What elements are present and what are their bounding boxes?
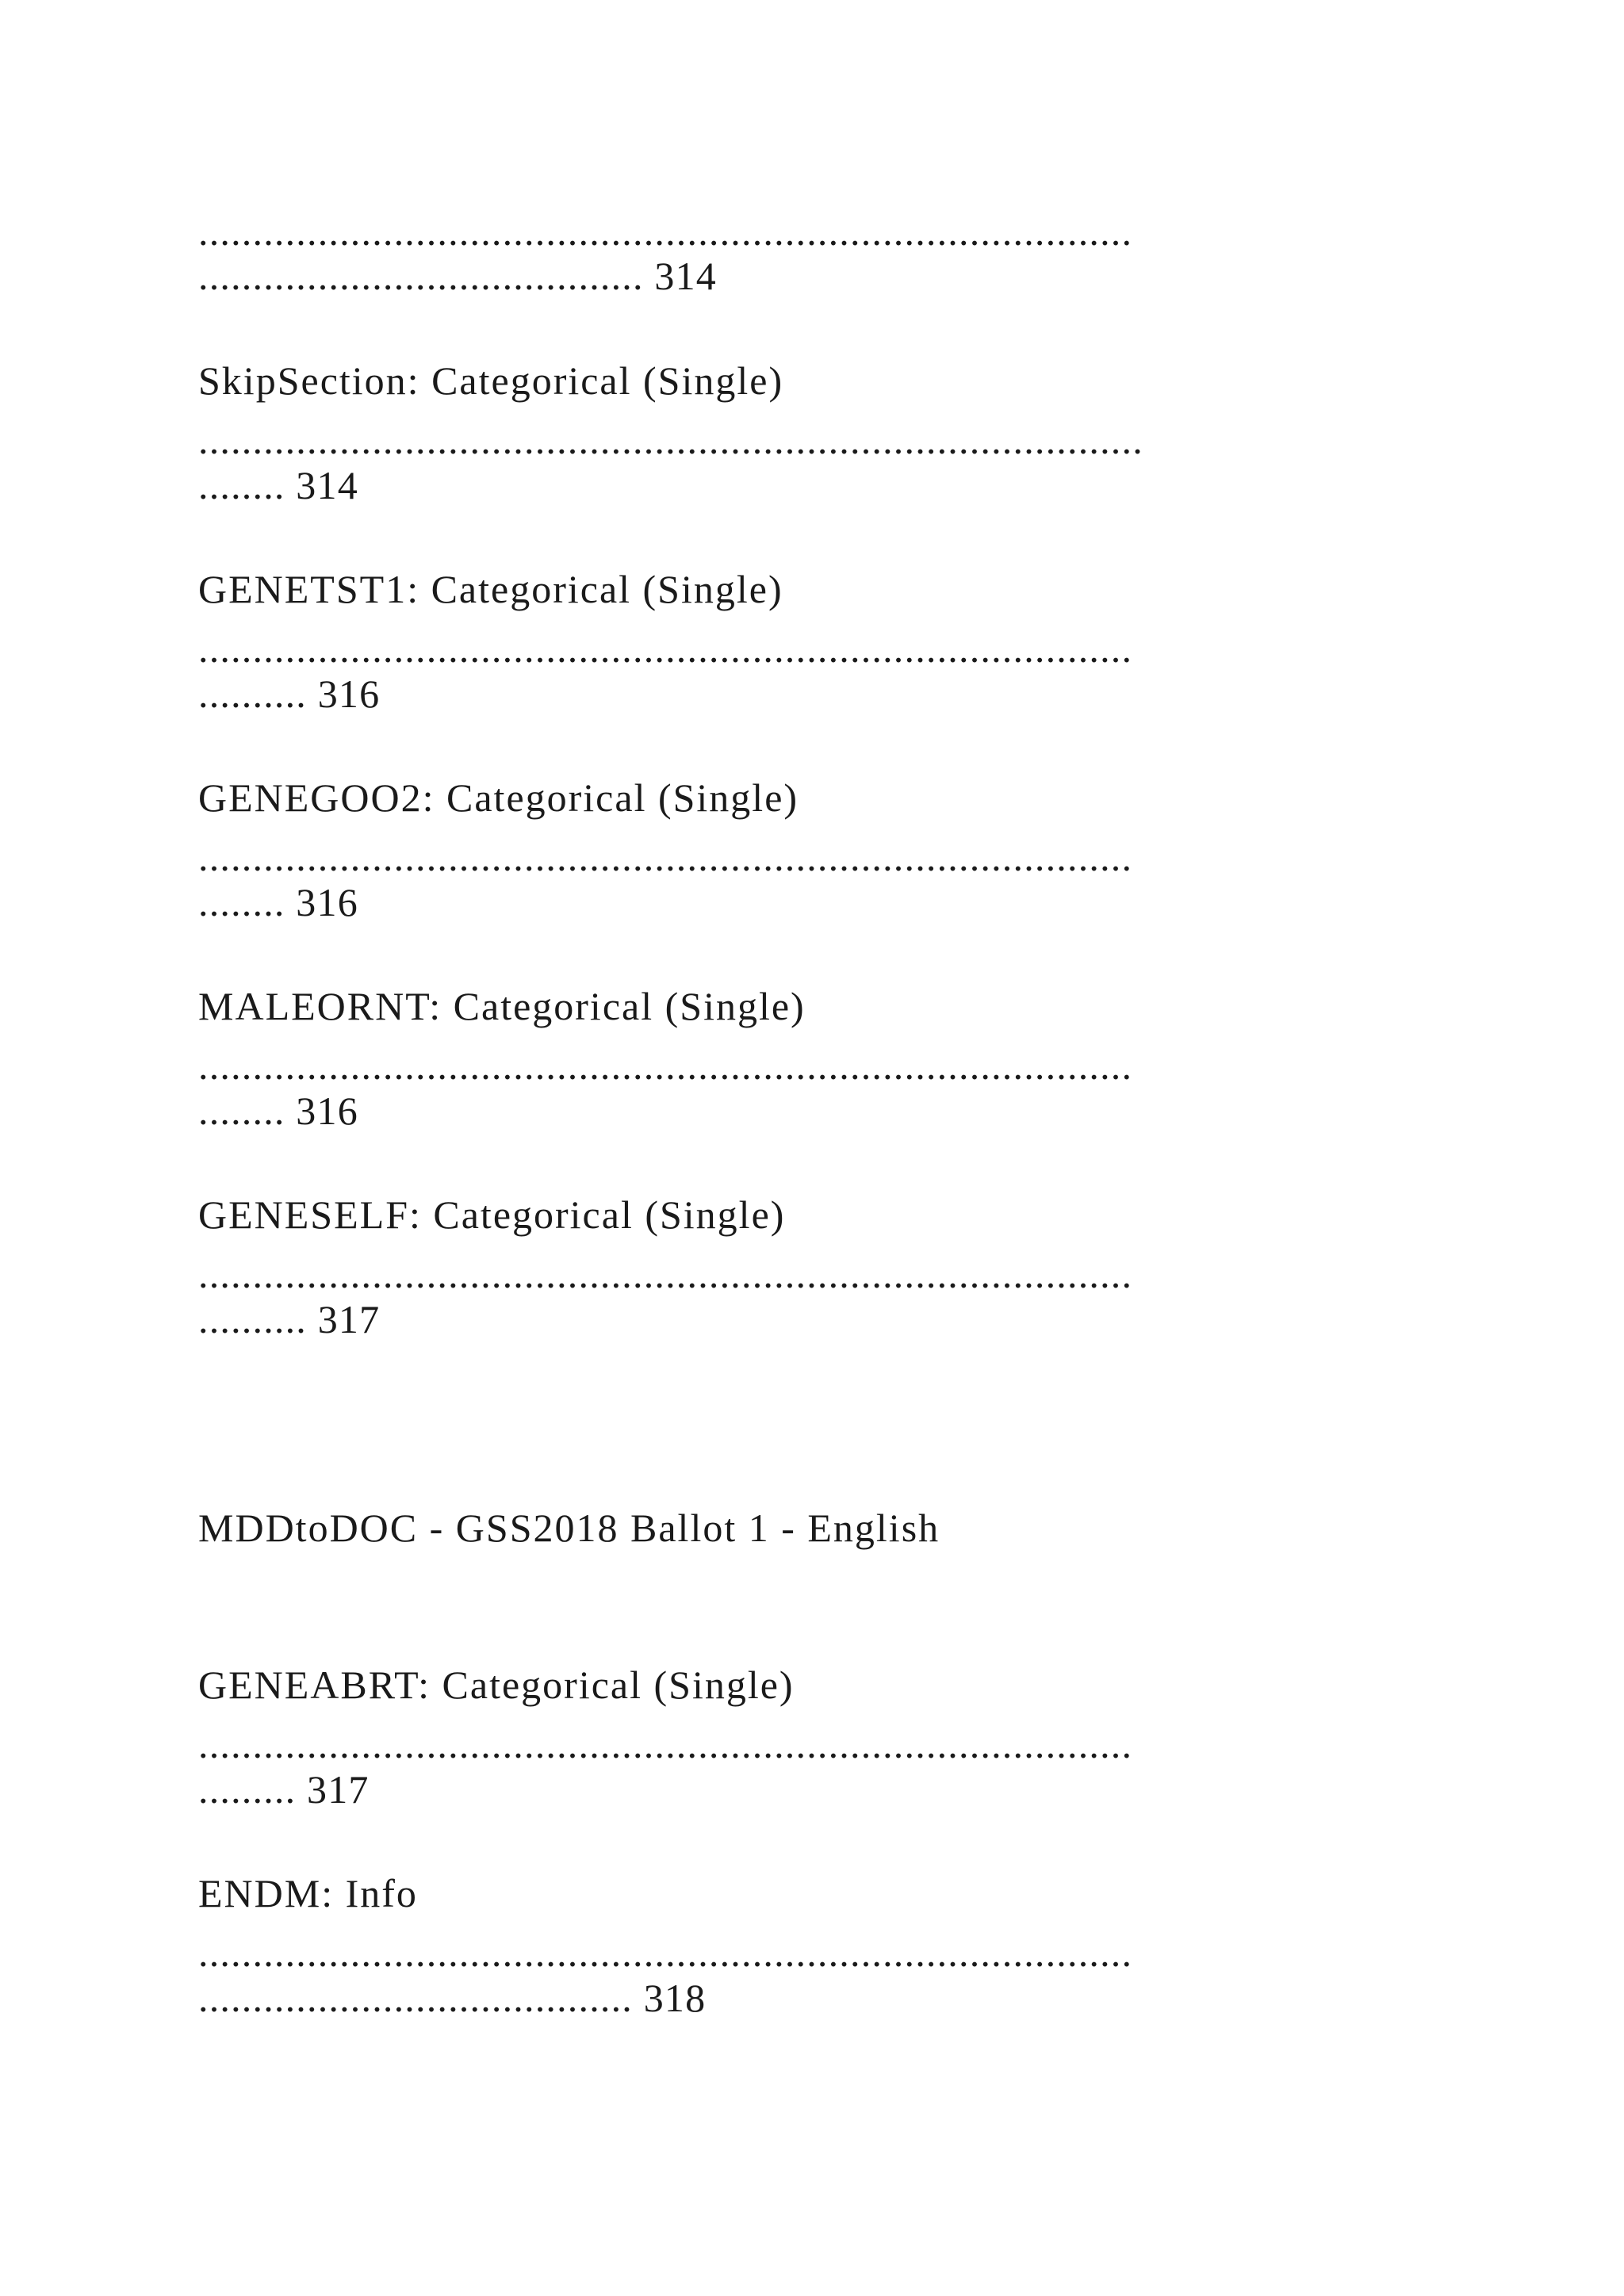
toc-leader-dots: ......................................................................................	[198, 835, 1133, 879]
toc-leader-dots: ......................................................................................	[198, 1252, 1133, 1296]
toc-page-number: .......... 316	[198, 672, 381, 716]
toc-entry-label: GENESELF: Categorical (Single)	[198, 1192, 786, 1237]
toc-page-number: ......................................... 314	[198, 254, 717, 298]
toc-leader-dots: ......................................................................................	[198, 209, 1133, 254]
toc-leader-dots: .......................................................................................	[198, 418, 1143, 462]
section-header: MDDtoDOC - GSS2018 Ballot 1 - English	[198, 1506, 940, 1550]
toc-entry-label: SkipSection: Categorical (Single)	[198, 358, 784, 403]
toc-page-number: ........ 316	[198, 880, 358, 924]
toc-page-number: ........ 314	[198, 463, 358, 507]
toc-entry-label: GENEABRT: Categorical (Single)	[198, 1663, 795, 1707]
toc-leader-dots: ......................................................................................	[198, 1043, 1133, 1088]
toc-page-number: ........ 316	[198, 1089, 358, 1133]
toc-page-number: .......... 317	[198, 1297, 381, 1341]
toc-entry-label: GENEGOO2: Categorical (Single)	[198, 775, 799, 820]
toc-leader-dots: ......................................................................................	[198, 1722, 1133, 1766]
toc-page-number: ........................................ 318	[198, 1976, 707, 2020]
toc-entry-label: GENETST1: Categorical (Single)	[198, 567, 783, 611]
toc-leader-dots: ......................................................................................	[198, 1931, 1133, 1975]
toc-entry-label: MALEORNT: Categorical (Single)	[198, 984, 806, 1028]
toc-page-number: ......... 317	[198, 1767, 370, 1812]
toc-leader-dots: ......................................................................................	[198, 626, 1133, 671]
toc-entry-label: ENDM: Info	[198, 1871, 418, 1915]
